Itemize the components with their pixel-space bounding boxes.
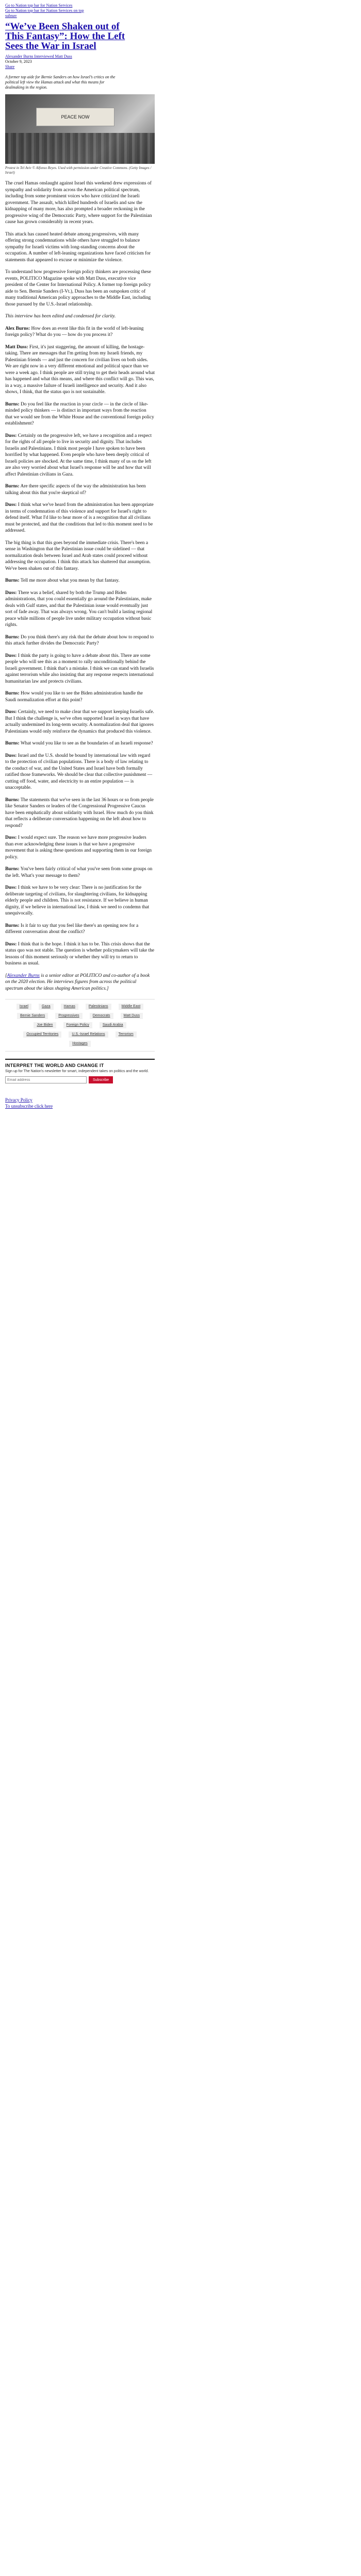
hero-image <box>5 94 155 164</box>
article-body <box>5 94 155 1083</box>
paragraph-speaker: Duss: <box>5 885 17 890</box>
skip-link-nav[interactable]: Go to Nation top bar for Nation Services <box>5 3 73 8</box>
cta-title: INTERPRET THE WORLD AND CHANGE IT <box>5 1063 104 1068</box>
privacy-policy-link[interactable]: Privacy Policy <box>5 1097 32 1103</box>
paragraph-text: Do you feel like the reaction in your circle — in the circle of like-minded policy thinkers — is distinct in important ways from the reaction that we would see from the White House and the conventional foreign policy establishment? <box>5 401 154 426</box>
article-paragraph <box>5 540 155 572</box>
tag-link[interactable]: Matt Duss <box>121 1013 143 1019</box>
byline <box>5 54 356 59</box>
article-paragraph <box>5 941 155 967</box>
author-link[interactable]: Alexander Burns Interviewed Matt Duss <box>5 54 72 59</box>
paragraph-text: The statements that we've seen in the last 36 hours or so from people like Senator Sanders or leaders of the Congressional Progressive Caucus have been emphatically about solidarity with Israel. How much do you think that reflects a deliberate conversation happening on the left about how to respond? <box>5 797 154 828</box>
paragraph-speaker: Burns: <box>5 923 20 928</box>
paragraph-speaker: Duss: <box>5 653 17 658</box>
hero-caption: Protest in Tel Aviv © Alfonso Reyes. Used with permission under Creative Commons. (Getty Images / Israel) <box>5 166 152 175</box>
paragraph-speaker: Duss: <box>5 502 17 507</box>
hero-protest-sign: PEACE NOW <box>36 108 114 126</box>
article-paragraph <box>5 653 155 685</box>
paragraph-speaker: Burns: <box>5 578 20 583</box>
tag-link[interactable]: Saudi Arabia <box>100 1022 126 1028</box>
paragraph-speaker: Burns: <box>5 401 20 407</box>
paragraph-speaker: Burns: <box>5 634 20 640</box>
tag-link[interactable]: Palestinians <box>86 1004 111 1010</box>
bio-author-link[interactable]: Alexander Burns <box>7 973 40 978</box>
tag-link[interactable]: Foreign Policy <box>63 1022 92 1028</box>
article-paragraph <box>5 180 155 226</box>
tag-link[interactable]: Israel <box>17 1004 31 1010</box>
hero-crowd-silhouette <box>5 133 155 164</box>
tag-link[interactable]: Hostages <box>69 1041 91 1047</box>
article-paragraph <box>5 740 155 747</box>
paragraph-text: What would you like to see as the boundaries of an Israeli response? <box>20 741 153 746</box>
paragraph-text: The big thing is that this goes beyond the immediate crisis. There's been a sense in Washington that the Palestinian issue could be sidelined — that normalization deals between Israel and Arab states could proceed without addressing the occupation. I think this attack has shattered that assumption. We've been shaken out of this fantasy. <box>5 540 151 571</box>
tag-link[interactable]: Joe Biden <box>34 1022 56 1028</box>
article-paragraph <box>5 231 155 264</box>
article-paragraph <box>5 578 155 584</box>
newsletter-subscribe-button[interactable]: Subscribe <box>89 1076 113 1083</box>
paragraph-text: Certainly, we need to make clear that we support keeping Israelis safe. But I think the challenge is, we've often supported Israel in ways that have actually undermined its long-term security. A normalization deal that ignores Palestinians would only reinforce the dynamics that produced this violence. <box>5 709 154 734</box>
article-paragraph <box>5 483 155 496</box>
paragraph-text: The cruel Hamas onslaught against Israel this weekend drew expressions of sympathy and solidarity from across the American political spectrum, including from some prominent voices who have criticized the Israeli government. The assault, which killed hundreds of Israelis and saw the kidnapping of many more, has also prompted a broader reckoning in the progressive wing of the Democratic Party, where support for the Palestinian cause has grown considerably in recent years. <box>5 181 152 225</box>
article-paragraph <box>5 753 155 791</box>
publish-date: October 9, 2023 <box>5 59 32 64</box>
tag-link[interactable]: Bernie Sanders <box>17 1013 48 1019</box>
paragraph-text: This interview has been edited and condensed for clarity. <box>5 314 116 319</box>
article-paragraph <box>5 885 155 917</box>
article-paragraphs <box>5 180 155 967</box>
article-paragraph <box>5 709 155 735</box>
paragraph-text: I think the party is going to have a debate about this. There are some people who will see this as a moment to rally unconditionally behind the Israeli government. I think that's a mistake. I think we can stand with Israelis against terrorism while also insisting that any response respects international humanitarian law and protects civilians. <box>5 653 154 684</box>
newsletter-cta <box>5 1059 155 1083</box>
paragraph-speaker: Burns: <box>5 867 20 872</box>
share-row <box>5 64 356 70</box>
paragraph-speaker: Burns: <box>5 797 20 803</box>
article-dek: A former top aide for Bernie Sanders on how Israel’s critics on the political left view the Hamas attack and what this means for dealmaking in the region. <box>5 75 116 90</box>
article-paragraph <box>5 797 155 829</box>
paragraph-speaker: Alex Burns: <box>5 326 30 331</box>
cta-form <box>5 1076 155 1083</box>
tag-link[interactable]: Gaza <box>39 1004 54 1010</box>
page <box>0 0 361 1120</box>
article-paragraph <box>5 344 155 396</box>
paragraph-speaker: Duss: <box>5 709 17 715</box>
article-paragraph <box>5 502 155 534</box>
paragraph-text: Are there specific aspects of the way the administration has been talking about this that you're skeptical of? <box>5 484 146 496</box>
paragraph-text: I think that is the hope. I think it has to be. This crisis shows that the status quo was not stable. The question is whether policymakers will take the lessons of this moment seriously or whether they will try to return to business as usual. <box>5 941 155 966</box>
article-paragraph <box>5 433 155 478</box>
paragraph-text: I would expect sure. The reason we have more progressive leaders than ever acknowledging these issues is that we have a progressive movement that is asking these questions and supporting them in our foreign policy. <box>5 835 152 860</box>
paragraph-speaker: Duss: <box>5 941 17 947</box>
paragraph-speaker: Burns: <box>5 484 20 489</box>
paragraph-text: Tell me more about what you mean by that fantasy. <box>20 578 120 583</box>
paragraph-text: There was a belief, shared by both the Trump and Biden administrations, that you could essentially go around the Palestinians, make deals with Gulf states, and that the Palestinian issue would eventually just sort of fade away. That was always wrong. You can't build a lasting regional peace while millions of people live under military occupation without basic rights. <box>5 590 153 628</box>
paragraph-text: I think we have to be very clear: There is no justification for the deliberate targeting of civilians, for slaughtering civilians, for kidnapping elderly people and children. This is not resistance. If we believe in human dignity, if we believe in international law, I think we need to condemn that unequivocally. <box>5 885 150 916</box>
skip-link-subnav[interactable]: Go to Nation top bar for Nation Services on top subnav <box>5 8 84 18</box>
tag-link[interactable]: Terrorism <box>116 1031 137 1038</box>
paragraph-text: Is it fair to say that you feel like there's an opening now for a different conversation about the conflict? <box>5 923 139 935</box>
share-link[interactable]: Share <box>5 64 15 69</box>
paragraph-speaker: Duss: <box>5 835 17 840</box>
article-paragraph <box>5 401 155 427</box>
article-title[interactable]: “We’ve Been Shaken out of This Fantasy”: How the Left Sees the War in Israel <box>5 21 125 52</box>
paragraph-text: This attack has caused heated debate among progressives, with many offering strong condemnations while others have struggled to balance sympathy for Israeli victims with long-standing concerns about the occupation. A number of left-leaning organizations have faced criticism for statements that appeared to excuse or minimize the violence. <box>5 231 151 263</box>
paragraph-speaker: Burns: <box>5 691 20 696</box>
unsubscribe-link[interactable]: To unsubscribe click here <box>5 1104 53 1109</box>
article-paragraph <box>5 269 155 308</box>
paragraph-text: How would you like to see the Biden administration handle the Saudi normalization effort at this point? <box>5 691 143 703</box>
tag-list <box>5 999 155 1052</box>
article-paragraph <box>5 326 155 338</box>
paragraph-speaker: Burns: <box>5 741 20 746</box>
paragraph-text: How does an event like this fit in the world of left-leaning foreign policy? What do you — how do you process it? <box>5 326 144 337</box>
paragraph-text: Do you think there's any risk that the debate about how to respond to this attack further divides the Democratic Party? <box>5 634 154 646</box>
cta-text: Sign up for The Nation's newsletter for smart, independent takes on politics and the world. <box>5 1070 149 1073</box>
paragraph-speaker: Duss: <box>5 433 17 438</box>
tag-link[interactable]: Occupied Territories <box>23 1031 61 1038</box>
author-bio: [Alexander Burns is a senior editor at POLITICO and co-author of a book on the 2020 election. He interviews figures from across the political spectrum about the ideas shaping American politics.] <box>5 973 150 991</box>
article-paragraph <box>5 590 155 629</box>
paragraph-speaker: Duss: <box>5 590 17 596</box>
article-paragraph <box>5 313 155 320</box>
tag-link[interactable]: U.S.-Israel Relations <box>69 1031 108 1038</box>
paragraph-text: First, it's just staggering, the amount of killing, the hostage-taking. There are messages that I'm getting from my Israeli friends, my Palestinian friends — and just the concern for civilian lives on both sides. We are right now in a very different emotional and political space than we were a week ago. I think people are still trying to get their heads around what has happened and what this means, and where this conflict will go. This was, in a way, a massive failure of Israeli intelligence and security. And it also shows, I think, that the status quo is not sustainable. <box>5 344 155 395</box>
paragraph-text: I think what we've heard from the administration has been appropriate in terms of condemnation of this violence and support for Israel's right to defend itself. What I'd like to hear more of is a recognition that all civilians must be protected, and that the conditions that led to this moment need to be addressed. <box>5 502 154 533</box>
tag-link[interactable]: Hamas <box>61 1004 78 1010</box>
paragraph-text: Certainly on the progressive left, we have a recognition and a respect for the rights of all people to live in security and dignity. That includes Israelis and Palestinians. I think most people I have spoken to have been horrified by what happened. Even people who have been deeply critical of Israeli policies are shocked. At the same time, I think many of us on the left are also very worried about what Israel's response will be and how that will affect Palestinian civilians in Gaza. <box>5 433 152 477</box>
newsletter-email-input[interactable] <box>5 1076 87 1083</box>
article-paragraph <box>5 835 155 860</box>
footer <box>5 1097 361 1120</box>
article-paragraph <box>5 634 155 647</box>
tag-link[interactable]: Middle East <box>119 1004 144 1010</box>
paragraph-speaker: Duss: <box>5 753 17 758</box>
tag-link[interactable]: Progressives <box>55 1013 82 1019</box>
header <box>0 0 361 90</box>
paragraph-text: You've been fairly critical of what you've seen from some groups on the left. What's your message to them? <box>5 867 153 878</box>
article-paragraph <box>5 923 155 936</box>
article-paragraph <box>5 866 155 879</box>
tag-link[interactable]: Democrats <box>90 1013 113 1019</box>
paragraph-speaker: Matt Duss: <box>5 344 28 350</box>
paragraph-text: Israel and the U.S. should be bound by international law with regard to the protection of civilian populations. There is a body of law relating to the conduct of war, and the United States and Israel have both formally ratified those frameworks. We should be clear that collective punishment — cutting off food, water, and electricity to an entire population — is unacceptable. <box>5 753 153 790</box>
bio-text: is a senior editor at POLITICO and co-author of a book on the 2020 election. He interviews figures from across the political spectrum about the ideas shaping American politics. <box>5 973 150 991</box>
paragraph-text: To understand how progressive foreign policy thinkers are processing these events, POLITICO Magazine spoke with Matt Duss, executive vice president of the Center for International Policy. A former top foreign policy aide to Sen. Bernie Sanders (I-Vt.), Duss has been an outspoken critic of many traditional American policy approaches to the Middle East, including those pursued by the U.S.-Israel relationship. <box>5 269 151 307</box>
article-paragraph <box>5 690 155 703</box>
